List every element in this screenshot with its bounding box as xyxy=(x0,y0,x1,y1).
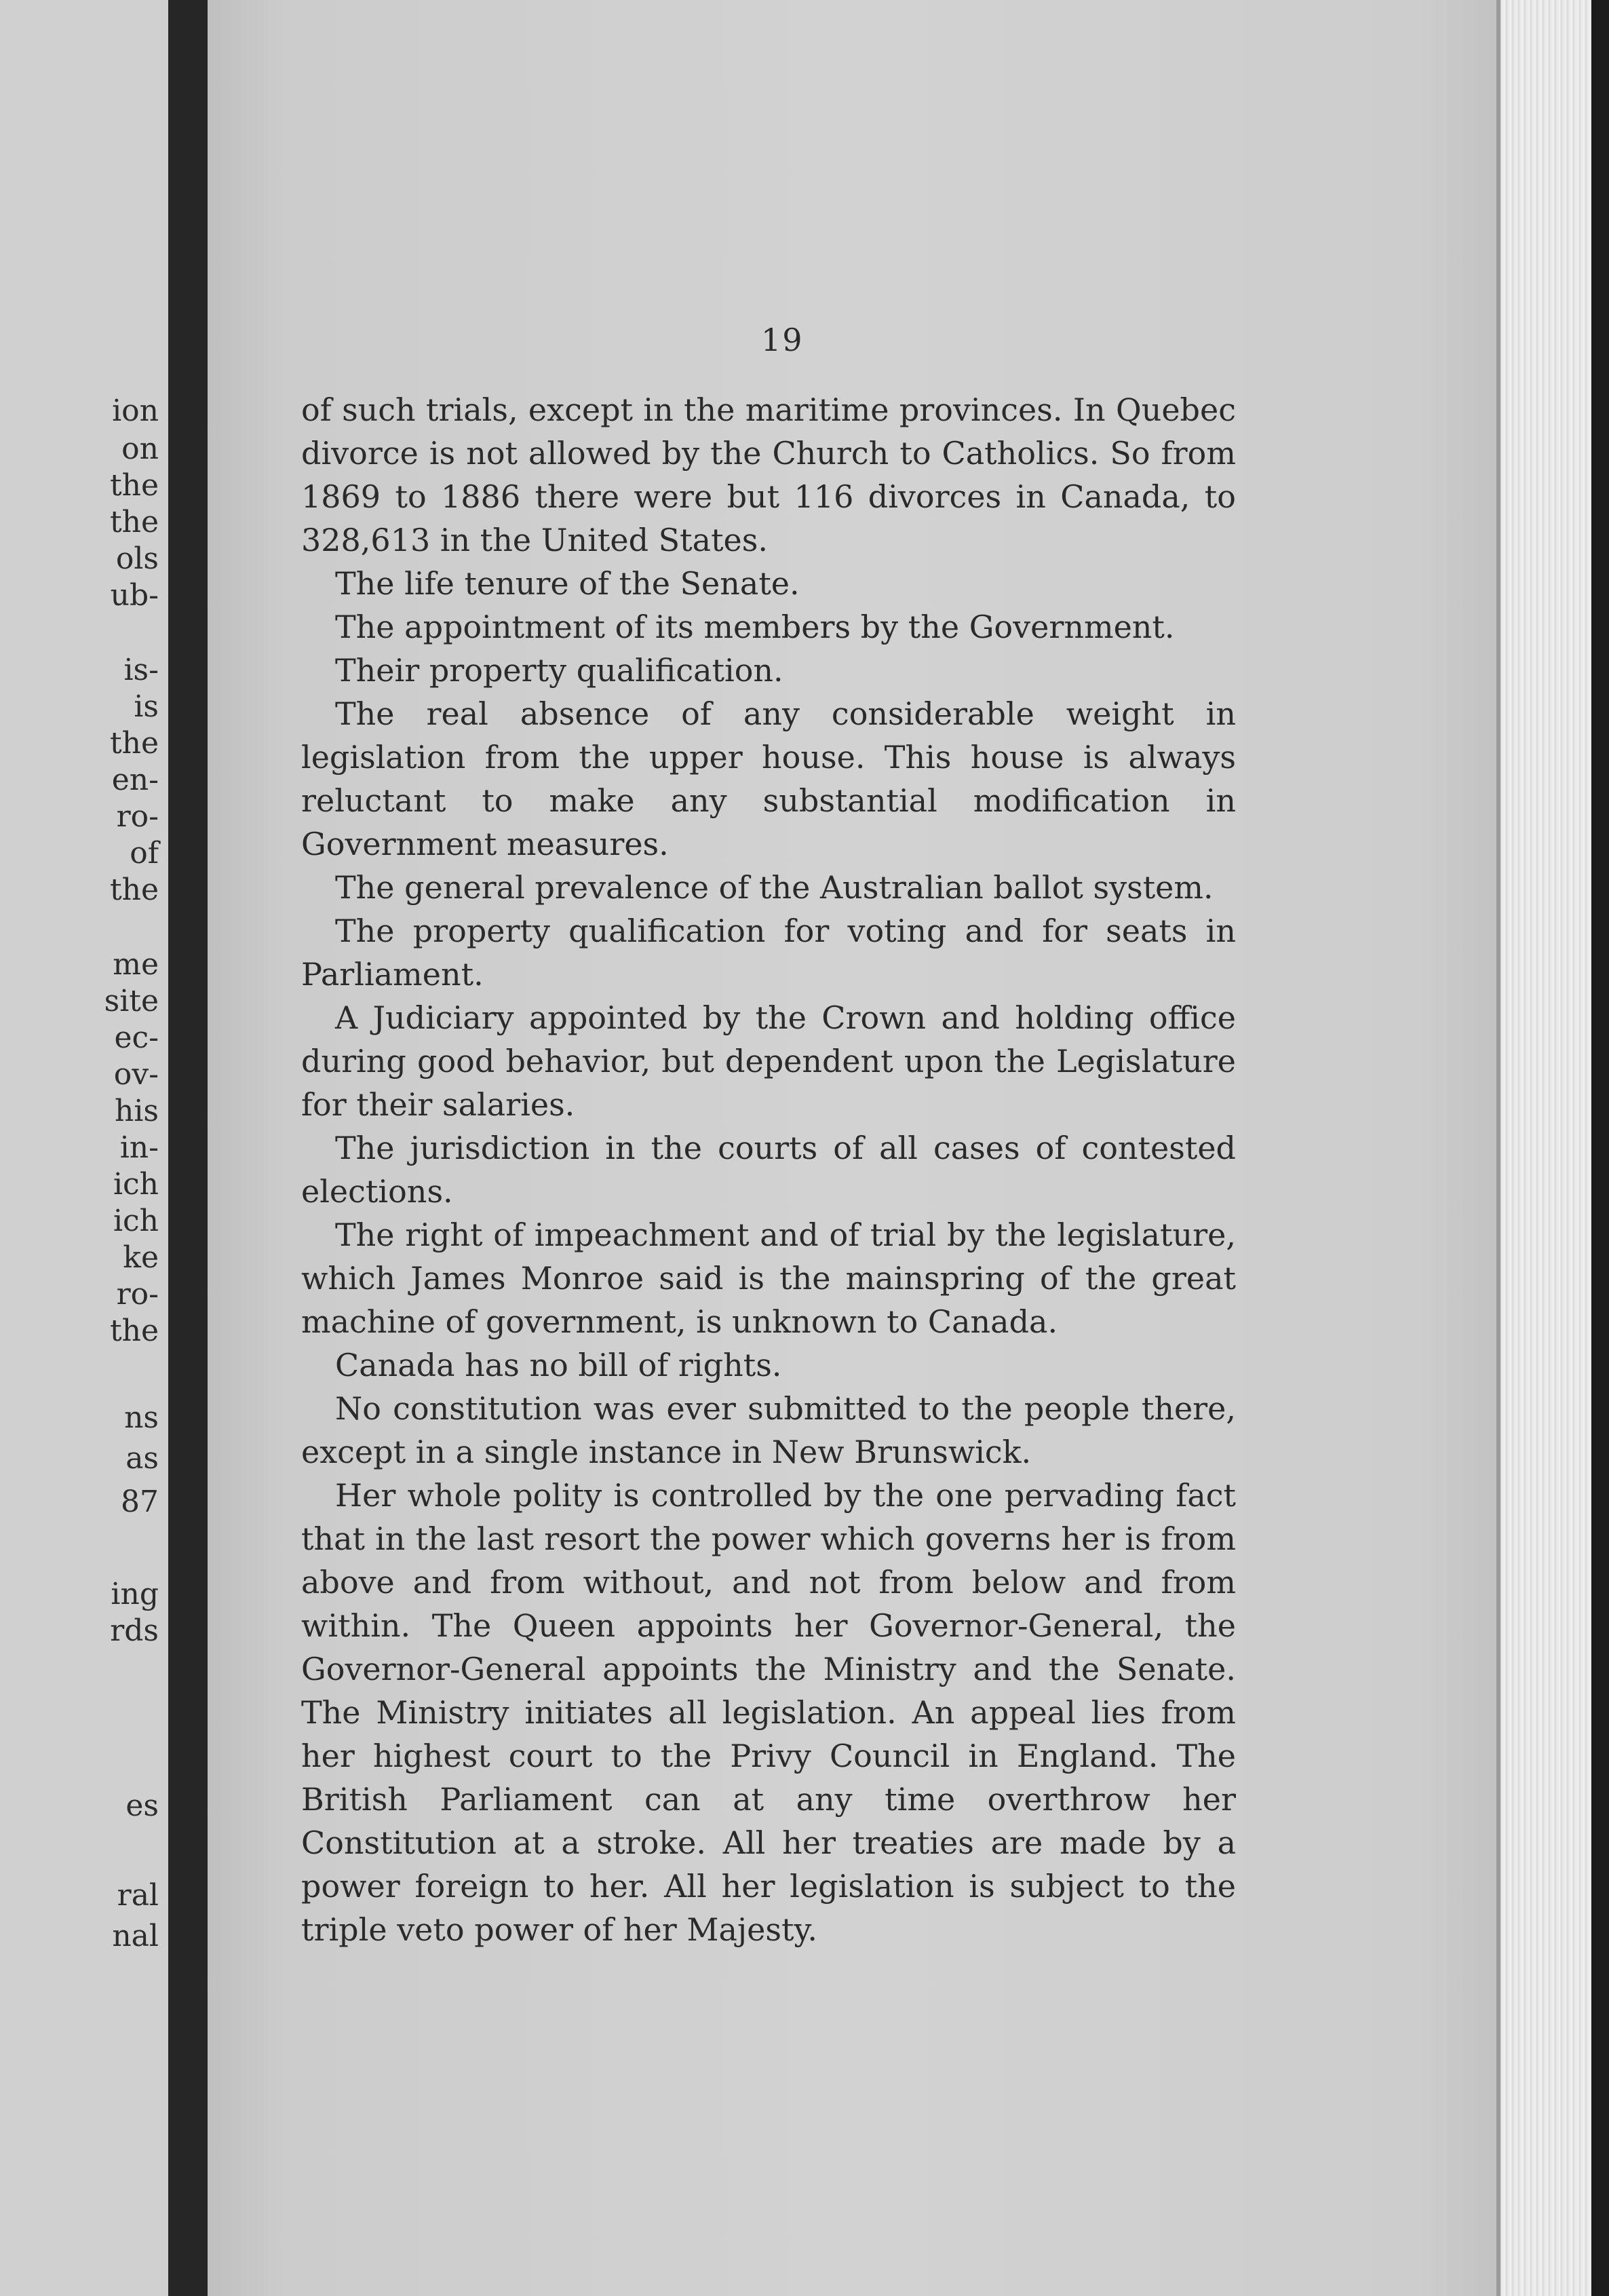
paragraph: The life tenure of the Senate. xyxy=(335,565,800,602)
paragraph: The appointment of its members by the Government. xyxy=(335,609,1175,645)
paragraph: Her whole polity is controlled by the one pervading fact that in the last resort the power which governs her is from above and from without, and not from below and from within. The Queen appoints her Governor-General, the Governor-General appoints the Ministry and the Senate. The Ministry initiates all legislation. An appeal lies from her highest court to the Privy Council in England. The British Parliament can at any time overthrow her Constitution at a stroke. All her treaties are made by a power foreign to her. All her legislation is subject to the triple veto power of her Majesty. xyxy=(301,1477,1236,1948)
left-fragment: ing xyxy=(111,1577,159,1611)
left-page-fragment xyxy=(0,0,168,2296)
paragraph: The right of impeachment and of trial by the legislature, which James Monroe said is the mainspring of the great machine of government, is unknown to Canada. xyxy=(301,1217,1236,1340)
left-fragment: on xyxy=(121,432,159,466)
left-fragment: his xyxy=(115,1094,159,1128)
book-gutter xyxy=(168,0,208,2296)
paragraph: The general prevalence of the Australian ballot system. xyxy=(335,869,1214,906)
left-fragment: ub- xyxy=(110,578,159,613)
left-fragment: the xyxy=(109,1314,159,1348)
left-fragment: the xyxy=(109,468,159,503)
paragraph: No constitution was ever submitted to the people there, except in a single instance in New Brunswick. xyxy=(301,1390,1236,1470)
left-fragment: ro- xyxy=(116,1277,159,1312)
left-fragment: is xyxy=(134,689,159,724)
left-fragment: es xyxy=(125,1788,159,1823)
body-text xyxy=(301,388,1236,1951)
page-edges xyxy=(1496,0,1609,2296)
left-fragment: as xyxy=(125,1441,159,1476)
left-fragment: ich xyxy=(113,1204,159,1238)
left-fragment: site xyxy=(104,984,159,1018)
left-fragment: ion xyxy=(112,394,159,428)
left-fragment: me xyxy=(113,947,159,982)
left-fragment: the xyxy=(109,873,159,907)
left-fragment: ral xyxy=(117,1878,159,1913)
paragraph: A Judiciary appointed by the Crown and holding office during good behavior, but dependent upon the Legislature for their salaries. xyxy=(301,999,1236,1123)
left-fragment: rds xyxy=(110,1613,159,1648)
left-fragment: in- xyxy=(119,1130,159,1165)
left-fragment: ke xyxy=(123,1240,159,1275)
left-fragment: 87 xyxy=(121,1485,159,1519)
left-fragment: is- xyxy=(123,653,159,687)
paragraph: The jurisdiction in the courts of all cases of contested elections. xyxy=(301,1130,1236,1210)
left-fragment: of xyxy=(130,836,159,870)
left-fragment: en- xyxy=(111,763,159,797)
left-fragment: the xyxy=(109,505,159,539)
paragraph: Their property qualification. xyxy=(335,652,783,689)
left-fragment: ec- xyxy=(114,1020,159,1055)
paragraph: The property qualification for voting and for seats in Parliament. xyxy=(301,913,1236,993)
left-fragment: the xyxy=(109,726,159,761)
left-fragment: ov- xyxy=(113,1057,159,1092)
paragraph: The real absence of any considerable weight in legislation from the upper house. This house is always reluctant to make any substantial modification in Government measures. xyxy=(301,695,1236,862)
left-fragment: nal xyxy=(112,1919,159,1953)
left-fragment: ols xyxy=(115,541,159,576)
page-number: 19 xyxy=(761,322,804,358)
left-fragment: ro- xyxy=(116,799,159,834)
paragraph: of such trials, except in the maritime provinces. In Quebec divorce is not allowed by the Church to Catholics. So from 1869 to 1886 there were but 116 divorces in Canada, to 328,613 in the United States. xyxy=(301,391,1236,558)
left-fragment: ich xyxy=(113,1167,159,1202)
left-fragment: ns xyxy=(124,1400,159,1435)
paragraph: Canada has no bill of rights. xyxy=(335,1347,782,1383)
